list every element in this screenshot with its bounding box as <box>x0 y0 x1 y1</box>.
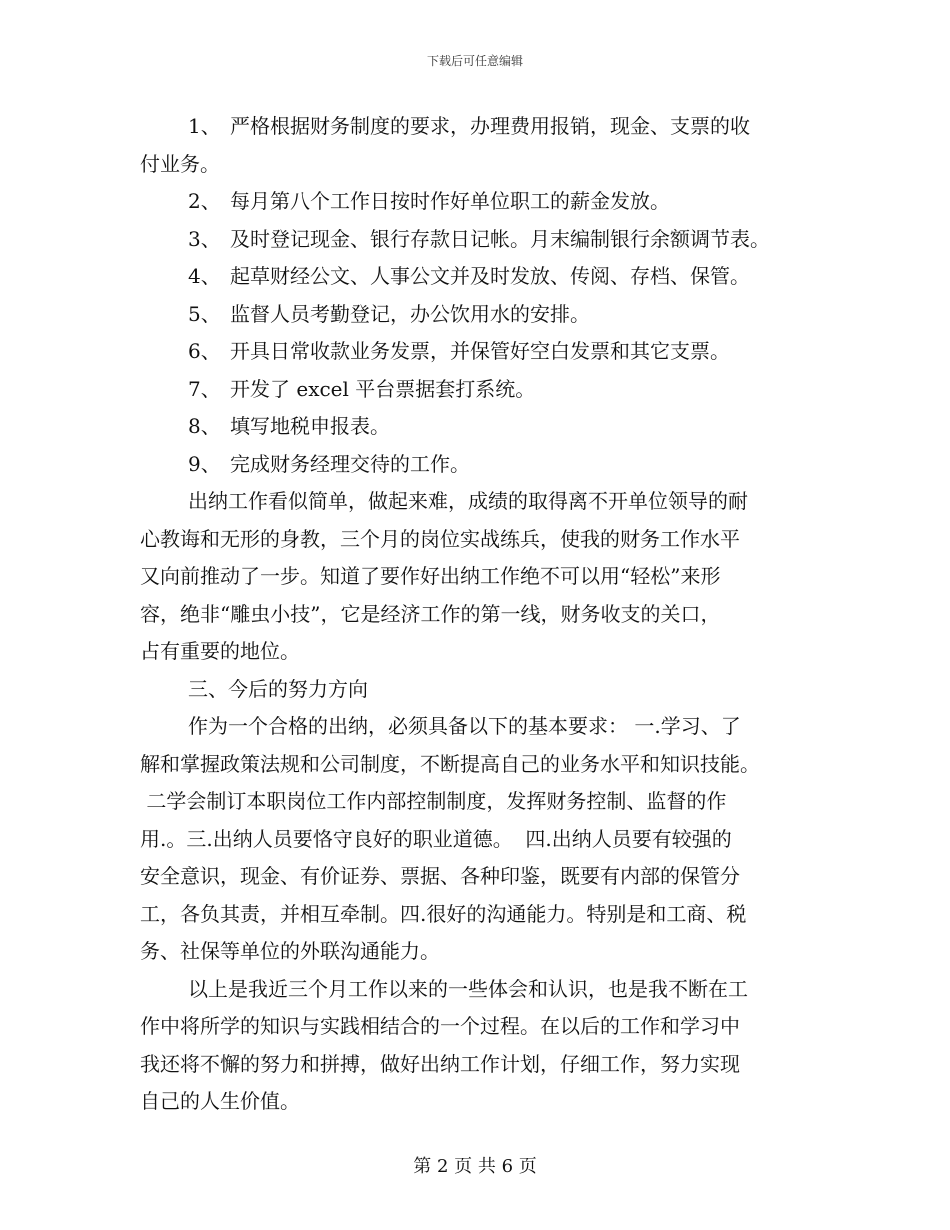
paragraph-line: 我还将不懈的努力和拼搏，做好出纳工作计划，仔细工作，努力实现 <box>140 1051 740 1076</box>
list-number: 2、 <box>188 189 221 213</box>
list-number: 8、 <box>188 414 221 438</box>
paragraph-line: 解和掌握政策法规和公司制度，不断提高自己的业务水平和知识技能。 <box>140 751 760 776</box>
section-title: 三、今后的努力方向 <box>188 676 368 701</box>
list-item <box>140 446 810 484</box>
list-item <box>140 371 810 409</box>
paragraph-line: 用.。三.出纳人员要恪守良好的职业道德。 四.出纳人员要有较强的 <box>140 826 732 851</box>
list-item <box>140 296 810 334</box>
list-text: 及时登记现金、银行存款日记帐。月末编制银行余额调节表。 <box>230 226 770 251</box>
list-text: 开具日常收款业务发票，并保管好空白发票和其它支票。 <box>230 339 730 363</box>
paragraph-line: 作为一个合格的出纳，必须具备以下的基本要求： 一.学习、了 <box>188 714 741 738</box>
paragraph-line: 心教诲和无形的身教，三个月的岗位实战练兵，使我的财务工作水平 <box>140 526 740 551</box>
list-item <box>140 108 810 146</box>
list-number: 7、 <box>188 376 221 401</box>
list-item <box>140 221 810 259</box>
list-text: 开发了 excel 平台票据套打系统。 <box>230 376 536 401</box>
list-number: 6、 <box>188 339 221 363</box>
list-number: 3、 <box>188 226 221 251</box>
paragraph-line: 自己的人生价值。 <box>140 1089 300 1113</box>
list-number: 4、 <box>188 264 221 288</box>
list-item <box>140 183 810 221</box>
page-footer: 第 2 页 共 6 页 <box>413 1156 537 1177</box>
list-text: 完成财务经理交待的工作。 <box>230 451 470 476</box>
paragraph-line: 容，绝非“雕虫小技”，它是经济工作的第一线，财务收支的关口， <box>140 601 721 626</box>
list-number: 5、 <box>188 301 221 326</box>
paragraph-line: 安全意识，现金、有价证券、票据、各种印鉴，既要有内部的保管分 <box>140 864 740 888</box>
paragraph-line: 作中将所学的知识与实践相结合的一个过程。在以后的工作和学习中 <box>140 1014 740 1038</box>
list-number: 9、 <box>188 451 221 476</box>
paragraph-line: 务、社保等单位的外联沟通能力。 <box>140 939 440 963</box>
list-number: 1、 <box>188 114 221 138</box>
document-body <box>140 108 810 1121</box>
paragraph-line: 又向前推动了一步。知道了要作好出纳工作绝不可以用“轻松”来形 <box>140 564 721 588</box>
list-text: 监督人员考勤登记，办公饮用水的安排。 <box>230 301 590 326</box>
list-item <box>140 408 810 446</box>
list-item <box>140 333 810 371</box>
paragraph-line: 工，各负其责，并相互牵制。四.很好的沟通能力。特别是和工商、税 <box>140 901 747 926</box>
paragraph-line: 出纳工作看似简单，做起来难，成绩的取得离不开单位领导的耐 <box>188 489 748 513</box>
list-text: 每月第八个工作日按时作好单位职工的薪金发放。 <box>230 189 670 213</box>
page-header: 下载后可任意编辑 <box>426 54 523 68</box>
list-item <box>140 258 810 296</box>
list-item-continuation: 付业务。 <box>140 151 220 176</box>
list-text: 起草财经公文、人事公文并及时发放、传阅、存档、保管。 <box>230 264 750 288</box>
paragraph-line: 二学会制订本职岗位工作内部控制制度，发挥财务控制、监督的作 <box>140 789 727 813</box>
paragraph-line: 以上是我近三个月工作以来的一些体会和认识，也是我不断在工 <box>188 976 748 1001</box>
list-text: 填写地税申报表。 <box>230 414 390 438</box>
paragraph-line: 占有重要的地位。 <box>140 639 300 663</box>
list-text: 严格根据财务制度的要求，办理费用报销，现金、支票的收 <box>230 114 750 138</box>
